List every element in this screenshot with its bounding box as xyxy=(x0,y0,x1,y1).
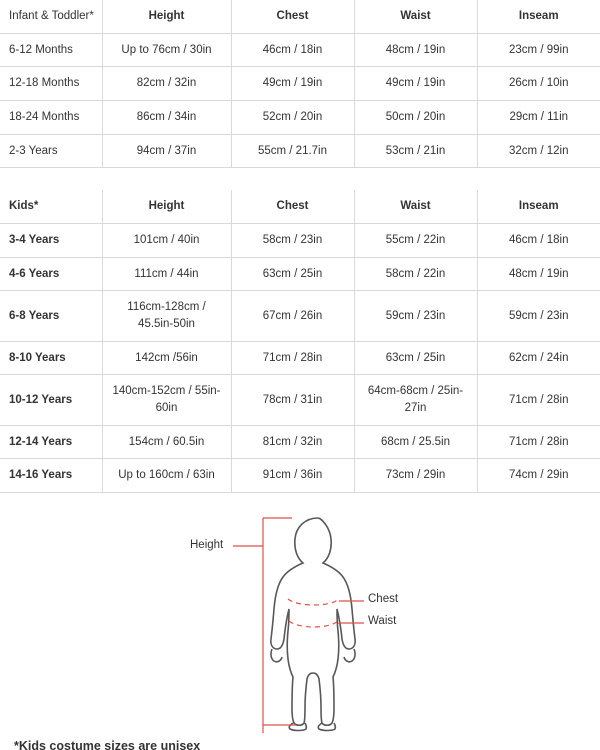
cell-chest: 67cm / 26in xyxy=(231,291,354,341)
cell-inseam: 59cm / 23in xyxy=(477,291,600,341)
row-label: 18-24 Months xyxy=(0,101,102,135)
cell-waist: 68cm / 25.5in xyxy=(354,425,477,459)
cell-inseam: 46cm / 18in xyxy=(477,224,600,258)
cell-height: 86cm / 34in xyxy=(102,101,231,135)
row-label: 6-12 Months xyxy=(0,33,102,67)
cell-chest: 55cm / 21.7in xyxy=(231,134,354,168)
cell-inseam: 71cm / 28in xyxy=(477,375,600,425)
cell-chest: 81cm / 32in xyxy=(231,425,354,459)
row-label: 4-6 Years xyxy=(0,257,102,291)
child-figure-illustration xyxy=(0,511,600,733)
table-row xyxy=(0,291,600,341)
infant-toddler-size-table xyxy=(0,0,600,168)
cell-waist: 48cm / 19in xyxy=(354,33,477,67)
table-row xyxy=(0,101,600,135)
row-label: 12-18 Months xyxy=(0,67,102,101)
row-label: 3-4 Years xyxy=(0,224,102,258)
cell-chest: 58cm / 23in xyxy=(231,224,354,258)
table-gap-divider xyxy=(0,168,600,190)
cell-height: Up to 76cm / 30in xyxy=(102,33,231,67)
cell-height: 94cm / 37in xyxy=(102,134,231,168)
column-header-height: Height xyxy=(102,0,231,33)
row-label: 12-14 Years xyxy=(0,425,102,459)
table-header xyxy=(0,190,600,223)
child-silhouette-icon xyxy=(271,518,355,731)
table-row xyxy=(0,134,600,168)
chest-measure-line xyxy=(288,599,339,605)
column-header-chest: Chest xyxy=(231,0,354,33)
table-header xyxy=(0,0,600,33)
height-label: Height xyxy=(190,539,224,552)
cell-height: Up to 160cm / 63in xyxy=(102,459,231,493)
table-row xyxy=(0,33,600,67)
table-body xyxy=(0,33,600,168)
column-header-chest: Chest xyxy=(231,190,354,223)
column-header-waist: Waist xyxy=(354,190,477,223)
table-row xyxy=(0,257,600,291)
cell-inseam: 26cm / 10in xyxy=(477,67,600,101)
cell-height: 82cm / 32in xyxy=(102,67,231,101)
cell-waist: 59cm / 23in xyxy=(354,291,477,341)
row-label: 14-16 Years xyxy=(0,459,102,493)
waist-measure-line xyxy=(289,621,338,627)
cell-inseam: 23cm / 99in xyxy=(477,33,600,67)
chest-label: Chest xyxy=(368,593,399,606)
cell-inseam: 71cm / 28in xyxy=(477,425,600,459)
unisex-footnote: *Kids costume sizes are unisex xyxy=(14,739,201,750)
column-header-waist: Waist xyxy=(354,0,477,33)
cell-waist: 49cm / 19in xyxy=(354,67,477,101)
row-label: 6-8 Years xyxy=(0,291,102,341)
cell-inseam: 29cm / 11in xyxy=(477,101,600,135)
table-header-row xyxy=(0,0,600,33)
table-row xyxy=(0,375,600,425)
cell-chest: 91cm / 36in xyxy=(231,459,354,493)
cell-waist: 53cm / 21in xyxy=(354,134,477,168)
table-row xyxy=(0,67,600,101)
cell-height: 101cm / 40in xyxy=(102,224,231,258)
cell-inseam: 48cm / 19in xyxy=(477,257,600,291)
cell-chest: 52cm / 20in xyxy=(231,101,354,135)
cell-height: 142cm /56in xyxy=(102,341,231,375)
column-header-category: Infant & Toddler* xyxy=(0,0,102,33)
column-header-height: Height xyxy=(102,190,231,223)
cell-waist: 64cm-68cm / 25in-27in xyxy=(354,375,477,425)
cell-waist: 58cm / 22in xyxy=(354,257,477,291)
row-label: 2-3 Years xyxy=(0,134,102,168)
height-measure-line xyxy=(233,518,296,733)
cell-chest: 63cm / 25in xyxy=(231,257,354,291)
waist-label: Waist xyxy=(368,615,397,628)
cell-height: 111cm / 44in xyxy=(102,257,231,291)
cell-chest: 46cm / 18in xyxy=(231,33,354,67)
table-body xyxy=(0,224,600,493)
cell-waist: 73cm / 29in xyxy=(354,459,477,493)
cell-chest: 78cm / 31in xyxy=(231,375,354,425)
cell-height: 154cm / 60.5in xyxy=(102,425,231,459)
column-header-category: Kids* xyxy=(0,190,102,223)
cell-inseam: 74cm / 29in xyxy=(477,459,600,493)
row-label: 8-10 Years xyxy=(0,341,102,375)
cell-waist: 50cm / 20in xyxy=(354,101,477,135)
cell-inseam: 62cm / 24in xyxy=(477,341,600,375)
table-row xyxy=(0,459,600,493)
table-header-row xyxy=(0,190,600,223)
cell-waist: 55cm / 22in xyxy=(354,224,477,258)
column-header-inseam: Inseam xyxy=(477,0,600,33)
measurement-diagram xyxy=(0,511,600,733)
cell-chest: 71cm / 28in xyxy=(231,341,354,375)
cell-height: 140cm-152cm / 55in-60in xyxy=(102,375,231,425)
cell-inseam: 32cm / 12in xyxy=(477,134,600,168)
table-row xyxy=(0,341,600,375)
row-label: 10-12 Years xyxy=(0,375,102,425)
table-row xyxy=(0,425,600,459)
table-row xyxy=(0,224,600,258)
kids-size-table xyxy=(0,190,600,493)
column-header-inseam: Inseam xyxy=(477,190,600,223)
cell-waist: 63cm / 25in xyxy=(354,341,477,375)
cell-chest: 49cm / 19in xyxy=(231,67,354,101)
cell-height: 116cm-128cm / 45.5in-50in xyxy=(102,291,231,341)
